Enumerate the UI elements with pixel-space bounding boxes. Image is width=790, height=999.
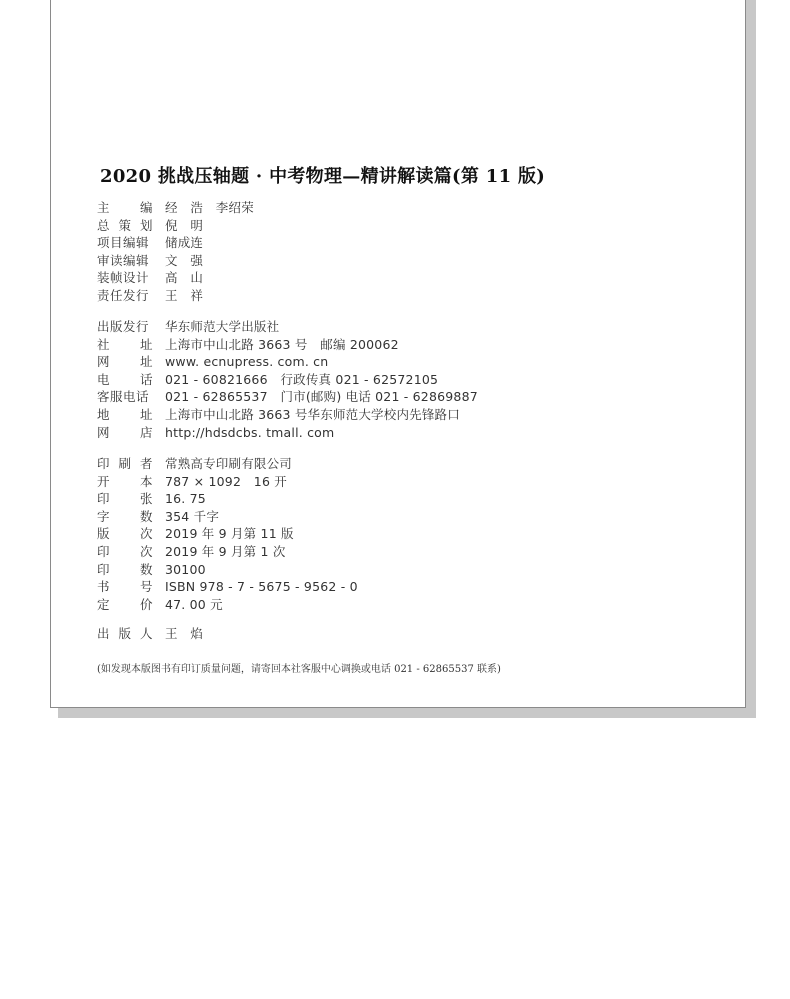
printing-value: 16. 75 [165, 491, 206, 507]
credit-label: 装帧设计 [97, 270, 150, 286]
printing-label: 印 数 [97, 561, 153, 577]
credit-row [97, 217, 254, 235]
credit-row [97, 199, 254, 217]
issuer-value: 王 焰 [165, 626, 204, 641]
credit-row [97, 287, 254, 305]
printing-row [97, 508, 358, 526]
publisher-row [97, 336, 478, 354]
credit-value: 经 浩 李绍荣 [165, 200, 254, 215]
printing-row [97, 525, 358, 543]
printing-row [97, 561, 358, 579]
credit-value: 高 山 [165, 270, 204, 286]
publisher-label: 客服电话 [97, 389, 150, 405]
publisher-label: 地 址 [97, 406, 153, 422]
printing-row [97, 473, 358, 491]
publisher-label: 出版发行 [97, 319, 150, 334]
printing-row [97, 543, 358, 561]
publisher-row [97, 424, 478, 442]
printing-label: 印 次 [97, 543, 153, 559]
publisher-row [97, 388, 478, 406]
credit-row [97, 234, 254, 252]
publisher-website[interactable]: www. ecnupress. com. cn [165, 354, 329, 370]
credit-value: 文 强 [165, 252, 204, 268]
publisher-shop-link[interactable]: http://hdsdcbs. tmall. com [165, 424, 335, 440]
issuer-block [97, 625, 203, 643]
credit-row [97, 269, 254, 287]
publisher-row [97, 318, 478, 336]
publisher-value: 021 - 62865537 门市(邮购) 电话 021 - 62869887 [165, 389, 478, 405]
publisher-value: 上海市中山北路 3663 号华东师范大学校内先锋路口 [165, 406, 460, 422]
publisher-label: 社 址 [97, 336, 153, 352]
issuer-label: 出 版 人 [97, 626, 153, 641]
credit-label: 主 编 [97, 200, 153, 215]
printing-label: 开 本 [97, 473, 153, 489]
printing-row [97, 578, 358, 596]
printing-value: 30100 [165, 561, 206, 577]
printing-label: 版 次 [97, 526, 153, 542]
printing-label: 印 张 [97, 491, 153, 507]
printing-value: 常熟高专印刷有限公司 [165, 456, 293, 471]
printing-value: 2019 年 9 月第 1 次 [165, 543, 286, 559]
publisher-value: 华东师范大学出版社 [165, 319, 280, 334]
credit-row [97, 252, 254, 270]
book-title: 2020 挑战压轴题 · 中考物理—精讲解读篇(第 11 版) [100, 166, 546, 187]
printing-block [97, 455, 358, 613]
publisher-row [97, 371, 478, 389]
printing-value: 2019 年 9 月第 11 版 [165, 526, 294, 542]
publisher-value: 021 - 60821666 行政传真 021 - 62572105 [165, 371, 439, 387]
publisher-label: 网 店 [97, 424, 153, 440]
publisher-label: 电 话 [97, 371, 153, 387]
credit-label: 总 策 划 [97, 217, 153, 233]
printing-value: 787 × 1092 16 开 [165, 473, 287, 489]
printing-label: 定 价 [97, 596, 153, 612]
publisher-row [97, 406, 478, 424]
printing-label: 印 刷 者 [97, 456, 153, 471]
printing-value: 47. 00 元 [165, 596, 223, 612]
printing-row [97, 596, 358, 614]
credit-value: 储成连 [165, 235, 204, 251]
credit-label: 责任发行 [97, 287, 150, 303]
printing-row [97, 455, 358, 473]
credit-value: 王 祥 [165, 287, 204, 303]
printing-value: ISBN 978 - 7 - 5675 - 9562 - 0 [165, 579, 358, 595]
publisher-row [97, 353, 478, 371]
printing-value: 354 千字 [165, 508, 220, 524]
publisher-block [97, 318, 478, 441]
credit-label: 审读编辑 [97, 252, 150, 268]
printing-row [97, 490, 358, 508]
credits-block [97, 199, 254, 305]
credit-label: 项目编辑 [97, 235, 150, 251]
publisher-value: 上海市中山北路 3663 号 邮编 200062 [165, 336, 399, 352]
quality-notice: (如发现本版图书有印订质量问题，请寄回本社客服中心调换或电话 021 - 62865537 联系) [97, 664, 501, 675]
printing-label: 字 数 [97, 508, 153, 524]
credit-value: 倪 明 [165, 217, 204, 233]
printing-label: 书 号 [97, 579, 153, 595]
issuer-row [97, 625, 203, 643]
publisher-label: 网 址 [97, 354, 153, 370]
